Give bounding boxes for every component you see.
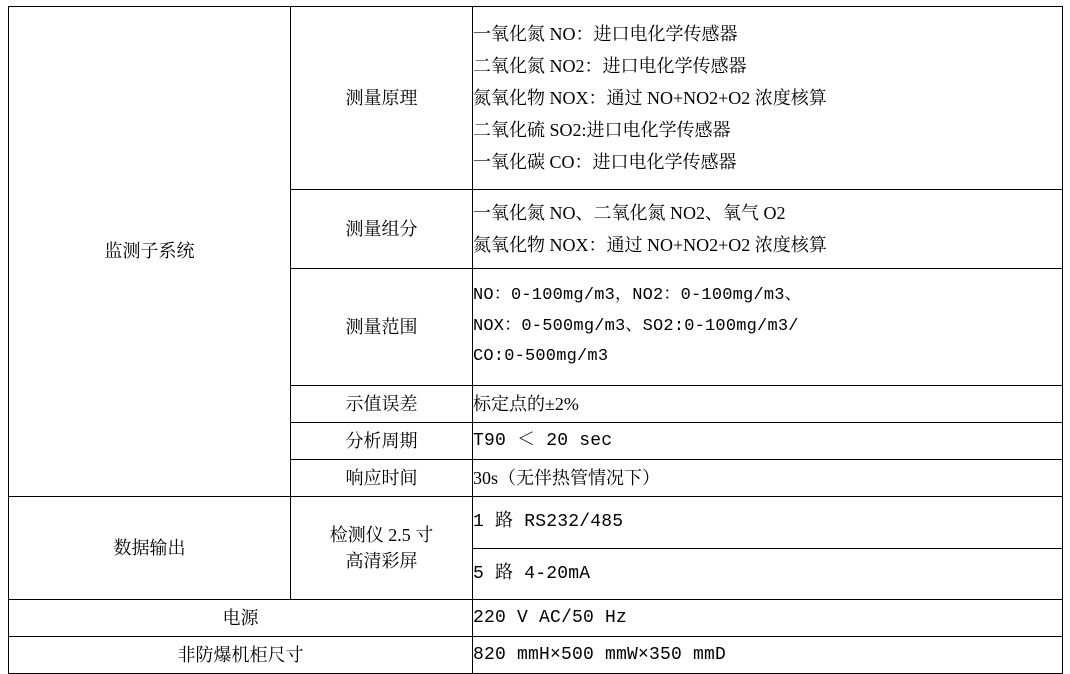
cell-output-4-20ma: 5 路 4-20mA bbox=[473, 548, 1063, 600]
range-line-2: NOX：0-500mg/m3、SO2:0-100mg/m3/ bbox=[473, 316, 799, 336]
table-row bbox=[9, 637, 1063, 674]
display-screen-line-2: 高清彩屏 bbox=[345, 551, 418, 571]
principle-line-co: 一氧化碳 CO：进口电化学传感器 bbox=[473, 152, 737, 173]
table-row bbox=[9, 600, 1063, 637]
principle-line-nox: 氮氧化物 NOX：通过 NO+NO2+O2 浓度核算 bbox=[473, 87, 827, 108]
components-line-2: 氮氧化物 NOX：通过 NO+NO2+O2 浓度核算 bbox=[473, 235, 827, 255]
row-group-label-monitoring-subsystem: 监测子系统 bbox=[9, 7, 291, 497]
table-row bbox=[9, 7, 1063, 190]
display-screen-line-1: 检测仪 2.5 寸 bbox=[329, 524, 434, 545]
principle-line-so2: 二氧化硫 SO2:进口电化学传感器 bbox=[473, 120, 731, 141]
row-label-indication-error: 示值误差 bbox=[291, 386, 473, 423]
row-label-measurement-range: 测量范围 bbox=[291, 269, 473, 386]
cell-measurement-range bbox=[473, 269, 1063, 386]
table-row bbox=[9, 497, 1063, 549]
principle-line-no: 一氧化氮 NO：进口电化学传感器 bbox=[473, 23, 738, 44]
specification-table bbox=[8, 6, 1063, 674]
row-label-measurement-components: 测量组分 bbox=[291, 190, 473, 269]
cell-power-supply: 220 V AC/50 Hz bbox=[473, 600, 1063, 637]
row-group-label-data-output: 数据输出 bbox=[9, 497, 291, 600]
cell-measurement-components bbox=[473, 190, 1063, 269]
cell-cabinet-dimensions: 820 mmH×500 mmW×350 mmD bbox=[473, 637, 1063, 674]
range-line-3: CO:0-500mg/m3 bbox=[473, 347, 609, 367]
row-label-cabinet-dimensions: 非防爆机柜尺寸 bbox=[9, 637, 473, 674]
cell-indication-error: 标定点的±2% bbox=[473, 386, 1063, 423]
cell-output-rs232: 1 路 RS232/485 bbox=[473, 497, 1063, 549]
row-label-analysis-cycle: 分析周期 bbox=[291, 423, 473, 460]
row-label-display-screen bbox=[291, 497, 473, 600]
row-label-response-time: 响应时间 bbox=[291, 460, 473, 497]
cell-measurement-principle bbox=[473, 7, 1063, 190]
row-label-measurement-principle: 测量原理 bbox=[291, 7, 473, 190]
cell-response-time: 30s（无伴热管情况下） bbox=[473, 460, 1063, 497]
cell-analysis-cycle: T90 ＜ 20 sec bbox=[473, 423, 1063, 460]
components-line-1: 一氧化氮 NO、二氧化氮 NO2、氧气 O2 bbox=[473, 202, 786, 223]
range-line-1: NO：0-100mg/m3，NO2：0-100mg/m3、 bbox=[473, 286, 802, 306]
principle-line-no2: 二氧化氮 NO2：进口电化学传感器 bbox=[473, 55, 747, 76]
row-label-power-supply: 电源 bbox=[9, 600, 473, 637]
